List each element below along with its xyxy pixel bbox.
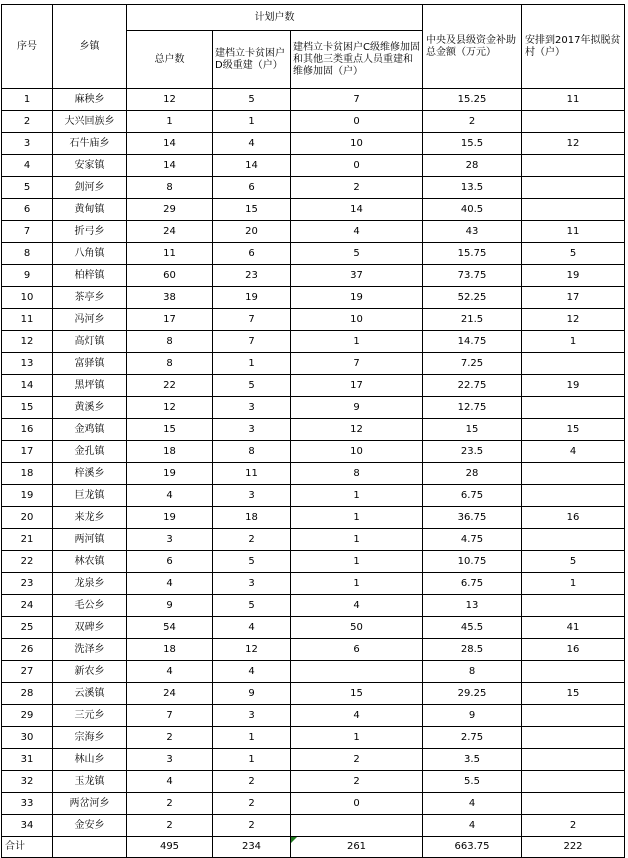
cell-d-rebuild[interactable]: 3 xyxy=(213,397,291,419)
cell-c-repair[interactable]: 17 xyxy=(291,375,423,397)
totals-c[interactable] xyxy=(291,837,423,858)
cell-seq[interactable]: 28 xyxy=(2,683,53,705)
cell-town[interactable]: 来龙乡 xyxy=(53,507,127,529)
cell-village[interactable]: 16 xyxy=(522,639,625,661)
cell-seq[interactable]: 13 xyxy=(2,353,53,375)
cell-d-rebuild[interactable]: 1 xyxy=(213,727,291,749)
table-row xyxy=(2,331,625,353)
cell-village[interactable]: 5 xyxy=(522,243,625,265)
cell-c-repair[interactable]: 1 xyxy=(291,485,423,507)
cell-seq[interactable]: 18 xyxy=(2,463,53,485)
cell-town[interactable]: 三元乡 xyxy=(53,705,127,727)
header-c-repair[interactable]: 建档立卡贫困户C级维修加固和其他三类重点人员重建和维修加固（户） xyxy=(291,31,423,89)
cell-funds[interactable]: 36.75 xyxy=(423,507,522,529)
table-row xyxy=(2,793,625,815)
cell-village[interactable] xyxy=(522,749,625,771)
header-funds[interactable]: 中央及县级资金补助总金额（万元） xyxy=(423,5,522,89)
cell-seq[interactable]: 22 xyxy=(2,551,53,573)
cell-d-rebuild[interactable]: 3 xyxy=(213,419,291,441)
cell-d-rebuild[interactable]: 5 xyxy=(213,375,291,397)
cell-total[interactable]: 24 xyxy=(127,221,213,243)
cell-funds[interactable]: 6.75 xyxy=(423,573,522,595)
cell-seq[interactable]: 31 xyxy=(2,749,53,771)
cell-funds[interactable]: 23.5 xyxy=(423,441,522,463)
cell-town[interactable]: 茶亭乡 xyxy=(53,287,127,309)
cell-village[interactable]: 15 xyxy=(522,683,625,705)
table-row xyxy=(2,221,625,243)
table-row xyxy=(2,771,625,793)
cell-total[interactable]: 6 xyxy=(127,551,213,573)
cell-town[interactable]: 林山乡 xyxy=(53,749,127,771)
cell-village[interactable]: 5 xyxy=(522,551,625,573)
table-row xyxy=(2,243,625,265)
cell-village[interactable]: 12 xyxy=(522,309,625,331)
cell-c-repair[interactable]: 1 xyxy=(291,529,423,551)
cell-total[interactable]: 24 xyxy=(127,683,213,705)
table-row xyxy=(2,353,625,375)
cell-village[interactable]: 11 xyxy=(522,221,625,243)
cell-funds[interactable]: 3.5 xyxy=(423,749,522,771)
cell-village[interactable]: 15 xyxy=(522,419,625,441)
cell-seq[interactable]: 26 xyxy=(2,639,53,661)
cell-c-repair[interactable]: 37 xyxy=(291,265,423,287)
cell-d-rebuild[interactable]: 6 xyxy=(213,177,291,199)
cell-c-repair[interactable]: 7 xyxy=(291,353,423,375)
cell-town[interactable]: 新农乡 xyxy=(53,661,127,683)
cell-funds[interactable]: 15.25 xyxy=(423,89,522,111)
cell-total[interactable]: 8 xyxy=(127,177,213,199)
cell-seq[interactable]: 29 xyxy=(2,705,53,727)
cell-c-repair[interactable]: 1 xyxy=(291,573,423,595)
cell-total[interactable]: 9 xyxy=(127,595,213,617)
cell-c-repair[interactable]: 4 xyxy=(291,221,423,243)
cell-funds[interactable]: 15.5 xyxy=(423,133,522,155)
cell-d-rebuild[interactable]: 3 xyxy=(213,573,291,595)
cell-town[interactable]: 双碑乡 xyxy=(53,617,127,639)
table-row xyxy=(2,815,625,837)
cell-village[interactable]: 19 xyxy=(522,375,625,397)
cell-c-repair[interactable]: 1 xyxy=(291,727,423,749)
cell-town[interactable]: 毛公乡 xyxy=(53,595,127,617)
cell-village[interactable] xyxy=(522,793,625,815)
cell-funds[interactable]: 8 xyxy=(423,661,522,683)
cell-d-rebuild[interactable]: 12 xyxy=(213,639,291,661)
cell-total[interactable]: 3 xyxy=(127,749,213,771)
cell-d-rebuild[interactable]: 5 xyxy=(213,551,291,573)
cell-village[interactable] xyxy=(522,727,625,749)
cell-town[interactable]: 黄甸镇 xyxy=(53,199,127,221)
cell-c-repair[interactable]: 12 xyxy=(291,419,423,441)
cell-c-repair[interactable]: 15 xyxy=(291,683,423,705)
cell-c-repair[interactable]: 0 xyxy=(291,793,423,815)
table-row xyxy=(2,573,625,595)
cell-seq[interactable]: 7 xyxy=(2,221,53,243)
cell-total[interactable]: 12 xyxy=(127,397,213,419)
cell-total[interactable]: 14 xyxy=(127,133,213,155)
cell-total[interactable]: 8 xyxy=(127,353,213,375)
totals-c-value: 261 xyxy=(346,841,367,852)
cell-c-repair[interactable]: 4 xyxy=(291,595,423,617)
cell-village[interactable]: 1 xyxy=(522,573,625,595)
cell-funds[interactable]: 10.75 xyxy=(423,551,522,573)
cell-village[interactable]: 16 xyxy=(522,507,625,529)
cell-village[interactable] xyxy=(522,353,625,375)
cell-d-rebuild[interactable]: 9 xyxy=(213,683,291,705)
table-row xyxy=(2,419,625,441)
cell-village[interactable] xyxy=(522,155,625,177)
cell-total[interactable]: 2 xyxy=(127,793,213,815)
cell-d-rebuild[interactable]: 1 xyxy=(213,111,291,133)
cell-town[interactable]: 金安乡 xyxy=(53,815,127,837)
totals-funds[interactable]: 663.75 xyxy=(423,837,522,858)
cell-total[interactable]: 22 xyxy=(127,375,213,397)
table-body xyxy=(2,89,625,837)
table-row xyxy=(2,727,625,749)
cell-funds[interactable]: 6.75 xyxy=(423,485,522,507)
cell-funds[interactable]: 15.75 xyxy=(423,243,522,265)
table-row xyxy=(2,397,625,419)
table-row xyxy=(2,287,625,309)
table-row xyxy=(2,177,625,199)
cell-seq[interactable]: 14 xyxy=(2,375,53,397)
cell-d-rebuild[interactable]: 11 xyxy=(213,463,291,485)
cell-town[interactable]: 两岔河乡 xyxy=(53,793,127,815)
cell-funds[interactable]: 28.5 xyxy=(423,639,522,661)
cell-town[interactable]: 金孔镇 xyxy=(53,441,127,463)
cell-village[interactable]: 19 xyxy=(522,265,625,287)
cell-town[interactable]: 宗海乡 xyxy=(53,727,127,749)
cell-funds[interactable]: 28 xyxy=(423,155,522,177)
table-row xyxy=(2,265,625,287)
table-row xyxy=(2,705,625,727)
cell-total[interactable]: 4 xyxy=(127,661,213,683)
cell-funds[interactable]: 21.5 xyxy=(423,309,522,331)
header-town[interactable]: 乡镇 xyxy=(53,5,127,89)
table-row xyxy=(2,309,625,331)
cell-village[interactable] xyxy=(522,199,625,221)
totals-village[interactable]: 222 xyxy=(522,837,625,858)
cell-village[interactable]: 1 xyxy=(522,331,625,353)
cell-village[interactable]: 17 xyxy=(522,287,625,309)
cell-town[interactable]: 剑河乡 xyxy=(53,177,127,199)
table-row xyxy=(2,639,625,661)
header-plan-group[interactable]: 计划户数 xyxy=(127,5,423,31)
table-row xyxy=(2,89,625,111)
cell-c-repair[interactable]: 1 xyxy=(291,507,423,529)
cell-seq[interactable]: 21 xyxy=(2,529,53,551)
cell-total[interactable]: 19 xyxy=(127,507,213,529)
cell-total[interactable]: 15 xyxy=(127,419,213,441)
cell-town[interactable]: 折弓乡 xyxy=(53,221,127,243)
cell-d-rebuild[interactable]: 3 xyxy=(213,705,291,727)
cell-d-rebuild[interactable]: 2 xyxy=(213,815,291,837)
cell-d-rebuild[interactable]: 5 xyxy=(213,595,291,617)
cell-total[interactable]: 8 xyxy=(127,331,213,353)
cell-town[interactable]: 梓溪乡 xyxy=(53,463,127,485)
cell-seq[interactable]: 5 xyxy=(2,177,53,199)
cell-funds[interactable]: 45.5 xyxy=(423,617,522,639)
cell-seq[interactable]: 17 xyxy=(2,441,53,463)
cell-seq[interactable]: 24 xyxy=(2,595,53,617)
cell-town[interactable]: 冯河乡 xyxy=(53,309,127,331)
cell-c-repair[interactable]: 14 xyxy=(291,199,423,221)
cell-village[interactable] xyxy=(522,463,625,485)
cell-seq[interactable]: 32 xyxy=(2,771,53,793)
cell-village[interactable]: 12 xyxy=(522,133,625,155)
cell-seq[interactable]: 6 xyxy=(2,199,53,221)
cell-village[interactable] xyxy=(522,397,625,419)
cell-d-rebuild[interactable]: 1 xyxy=(213,353,291,375)
table-row xyxy=(2,375,625,397)
cell-total[interactable]: 4 xyxy=(127,485,213,507)
cell-funds[interactable]: 2 xyxy=(423,111,522,133)
cell-c-repair[interactable]: 1 xyxy=(291,331,423,353)
cell-village[interactable] xyxy=(522,485,625,507)
cell-town[interactable]: 柏梓镇 xyxy=(53,265,127,287)
cell-funds[interactable]: 43 xyxy=(423,221,522,243)
cell-funds[interactable]: 2.75 xyxy=(423,727,522,749)
comment-marker-icon xyxy=(291,837,297,843)
cell-c-repair[interactable]: 4 xyxy=(291,705,423,727)
cell-funds[interactable]: 15 xyxy=(423,419,522,441)
cell-funds[interactable]: 13.5 xyxy=(423,177,522,199)
cell-town[interactable]: 富驿镇 xyxy=(53,353,127,375)
totals-label[interactable]: 合计 xyxy=(2,837,53,858)
cell-seq[interactable]: 34 xyxy=(2,815,53,837)
cell-funds[interactable]: 4 xyxy=(423,815,522,837)
table-row xyxy=(2,617,625,639)
cell-funds[interactable]: 14.75 xyxy=(423,331,522,353)
table-row xyxy=(2,551,625,573)
cell-c-repair[interactable] xyxy=(291,661,423,683)
cell-funds[interactable]: 4.75 xyxy=(423,529,522,551)
cell-d-rebuild[interactable]: 4 xyxy=(213,133,291,155)
cell-total[interactable]: 11 xyxy=(127,243,213,265)
table-row xyxy=(2,507,625,529)
cell-d-rebuild[interactable]: 2 xyxy=(213,771,291,793)
cell-c-repair[interactable]: 10 xyxy=(291,309,423,331)
cell-d-rebuild[interactable]: 7 xyxy=(213,309,291,331)
cell-seq[interactable]: 10 xyxy=(2,287,53,309)
cell-seq[interactable]: 33 xyxy=(2,793,53,815)
cell-c-repair[interactable]: 2 xyxy=(291,771,423,793)
cell-c-repair[interactable]: 6 xyxy=(291,639,423,661)
cell-total[interactable]: 7 xyxy=(127,705,213,727)
cell-town[interactable]: 洗泽乡 xyxy=(53,639,127,661)
cell-d-rebuild[interactable]: 4 xyxy=(213,617,291,639)
cell-funds[interactable]: 22.75 xyxy=(423,375,522,397)
cell-total[interactable]: 60 xyxy=(127,265,213,287)
cell-funds[interactable]: 73.75 xyxy=(423,265,522,287)
cell-village[interactable] xyxy=(522,595,625,617)
cell-town[interactable]: 麻秧乡 xyxy=(53,89,127,111)
cell-town[interactable]: 玉龙镇 xyxy=(53,771,127,793)
cell-seq[interactable]: 30 xyxy=(2,727,53,749)
cell-d-rebuild[interactable]: 2 xyxy=(213,529,291,551)
cell-seq[interactable]: 16 xyxy=(2,419,53,441)
cell-town[interactable]: 八角镇 xyxy=(53,243,127,265)
cell-d-rebuild[interactable]: 23 xyxy=(213,265,291,287)
cell-d-rebuild[interactable]: 18 xyxy=(213,507,291,529)
cell-total[interactable]: 2 xyxy=(127,815,213,837)
cell-c-repair[interactable]: 1 xyxy=(291,551,423,573)
totals-d[interactable]: 234 xyxy=(213,837,291,858)
cell-d-rebuild[interactable]: 20 xyxy=(213,221,291,243)
cell-town[interactable]: 黄溪乡 xyxy=(53,397,127,419)
table-row xyxy=(2,749,625,771)
cell-d-rebuild[interactable]: 14 xyxy=(213,155,291,177)
cell-d-rebuild[interactable]: 2 xyxy=(213,793,291,815)
cell-total[interactable]: 17 xyxy=(127,309,213,331)
cell-c-repair[interactable]: 0 xyxy=(291,155,423,177)
cell-town[interactable]: 高灯镇 xyxy=(53,331,127,353)
cell-d-rebuild[interactable]: 7 xyxy=(213,331,291,353)
cell-total[interactable]: 19 xyxy=(127,463,213,485)
cell-seq[interactable]: 20 xyxy=(2,507,53,529)
cell-total[interactable]: 1 xyxy=(127,111,213,133)
cell-c-repair[interactable]: 5 xyxy=(291,243,423,265)
cell-c-repair[interactable] xyxy=(291,815,423,837)
header-d-rebuild[interactable]: 建档立卡贫困户D级重建（户） xyxy=(213,31,291,89)
header-planned-villages[interactable]: 安排到2017年拟脱贫村（户） xyxy=(522,5,625,89)
cell-c-repair[interactable]: 0 xyxy=(291,111,423,133)
cell-town[interactable]: 林农镇 xyxy=(53,551,127,573)
cell-town[interactable]: 金鸡镇 xyxy=(53,419,127,441)
cell-town[interactable]: 云溪镇 xyxy=(53,683,127,705)
cell-d-rebuild[interactable]: 6 xyxy=(213,243,291,265)
cell-total[interactable]: 38 xyxy=(127,287,213,309)
cell-c-repair[interactable]: 8 xyxy=(291,463,423,485)
cell-d-rebuild[interactable]: 4 xyxy=(213,661,291,683)
plan-table xyxy=(1,4,625,858)
cell-c-repair[interactable]: 10 xyxy=(291,441,423,463)
totals-row xyxy=(2,837,625,858)
cell-total[interactable]: 3 xyxy=(127,529,213,551)
cell-town[interactable]: 两河镇 xyxy=(53,529,127,551)
cell-village[interactable] xyxy=(522,111,625,133)
cell-d-rebuild[interactable]: 15 xyxy=(213,199,291,221)
cell-total[interactable]: 4 xyxy=(127,771,213,793)
cell-total[interactable]: 12 xyxy=(127,89,213,111)
cell-seq[interactable]: 19 xyxy=(2,485,53,507)
cell-village[interactable] xyxy=(522,529,625,551)
table-row xyxy=(2,683,625,705)
cell-seq[interactable]: 27 xyxy=(2,661,53,683)
table-row xyxy=(2,441,625,463)
table-row xyxy=(2,155,625,177)
cell-total[interactable]: 18 xyxy=(127,441,213,463)
table-row xyxy=(2,199,625,221)
cell-total[interactable]: 4 xyxy=(127,573,213,595)
table-row xyxy=(2,111,625,133)
cell-village[interactable] xyxy=(522,771,625,793)
cell-c-repair[interactable]: 19 xyxy=(291,287,423,309)
cell-total[interactable]: 2 xyxy=(127,727,213,749)
totals-total[interactable]: 495 xyxy=(127,837,213,858)
cell-village[interactable] xyxy=(522,661,625,683)
cell-d-rebuild[interactable]: 19 xyxy=(213,287,291,309)
cell-c-repair[interactable]: 50 xyxy=(291,617,423,639)
table-row xyxy=(2,133,625,155)
cell-seq[interactable]: 11 xyxy=(2,309,53,331)
cell-village[interactable] xyxy=(522,705,625,727)
cell-funds[interactable]: 12.75 xyxy=(423,397,522,419)
cell-town[interactable]: 巨龙镇 xyxy=(53,485,127,507)
cell-seq[interactable]: 15 xyxy=(2,397,53,419)
cell-village[interactable]: 41 xyxy=(522,617,625,639)
cell-d-rebuild[interactable]: 8 xyxy=(213,441,291,463)
cell-seq[interactable]: 4 xyxy=(2,155,53,177)
cell-seq[interactable]: 23 xyxy=(2,573,53,595)
totals-town[interactable] xyxy=(53,837,127,858)
cell-c-repair[interactable]: 9 xyxy=(291,397,423,419)
cell-town[interactable]: 龙泉乡 xyxy=(53,573,127,595)
table-row xyxy=(2,595,625,617)
cell-d-rebuild[interactable]: 1 xyxy=(213,749,291,771)
cell-c-repair[interactable]: 10 xyxy=(291,133,423,155)
cell-village[interactable]: 2 xyxy=(522,815,625,837)
cell-funds[interactable]: 9 xyxy=(423,705,522,727)
cell-funds[interactable]: 40.5 xyxy=(423,199,522,221)
cell-town[interactable]: 大兴回族乡 xyxy=(53,111,127,133)
cell-town[interactable]: 安家镇 xyxy=(53,155,127,177)
cell-funds[interactable]: 4 xyxy=(423,793,522,815)
cell-c-repair[interactable]: 2 xyxy=(291,177,423,199)
cell-funds[interactable]: 52.25 xyxy=(423,287,522,309)
table-row xyxy=(2,485,625,507)
cell-funds[interactable]: 29.25 xyxy=(423,683,522,705)
header-total-households[interactable]: 总户数 xyxy=(127,31,213,89)
cell-d-rebuild[interactable]: 5 xyxy=(213,89,291,111)
cell-village[interactable]: 4 xyxy=(522,441,625,463)
cell-seq[interactable]: 2 xyxy=(2,111,53,133)
table-row xyxy=(2,529,625,551)
header-seq[interactable]: 序号 xyxy=(2,5,53,89)
cell-d-rebuild[interactable]: 3 xyxy=(213,485,291,507)
cell-seq[interactable]: 25 xyxy=(2,617,53,639)
cell-total[interactable]: 29 xyxy=(127,199,213,221)
cell-seq[interactable]: 8 xyxy=(2,243,53,265)
cell-total[interactable]: 54 xyxy=(127,617,213,639)
cell-seq[interactable]: 9 xyxy=(2,265,53,287)
cell-town[interactable]: 黑坪镇 xyxy=(53,375,127,397)
cell-funds[interactable]: 13 xyxy=(423,595,522,617)
cell-funds[interactable]: 28 xyxy=(423,463,522,485)
cell-seq[interactable]: 3 xyxy=(2,133,53,155)
cell-seq[interactable]: 1 xyxy=(2,89,53,111)
cell-village[interactable] xyxy=(522,177,625,199)
cell-c-repair[interactable]: 2 xyxy=(291,749,423,771)
cell-town[interactable]: 石牛庙乡 xyxy=(53,133,127,155)
cell-c-repair[interactable]: 7 xyxy=(291,89,423,111)
cell-village[interactable]: 11 xyxy=(522,89,625,111)
cell-seq[interactable]: 12 xyxy=(2,331,53,353)
cell-funds[interactable]: 7.25 xyxy=(423,353,522,375)
table-row xyxy=(2,463,625,485)
cell-total[interactable]: 14 xyxy=(127,155,213,177)
table-row xyxy=(2,661,625,683)
cell-funds[interactable]: 5.5 xyxy=(423,771,522,793)
cell-total[interactable]: 18 xyxy=(127,639,213,661)
